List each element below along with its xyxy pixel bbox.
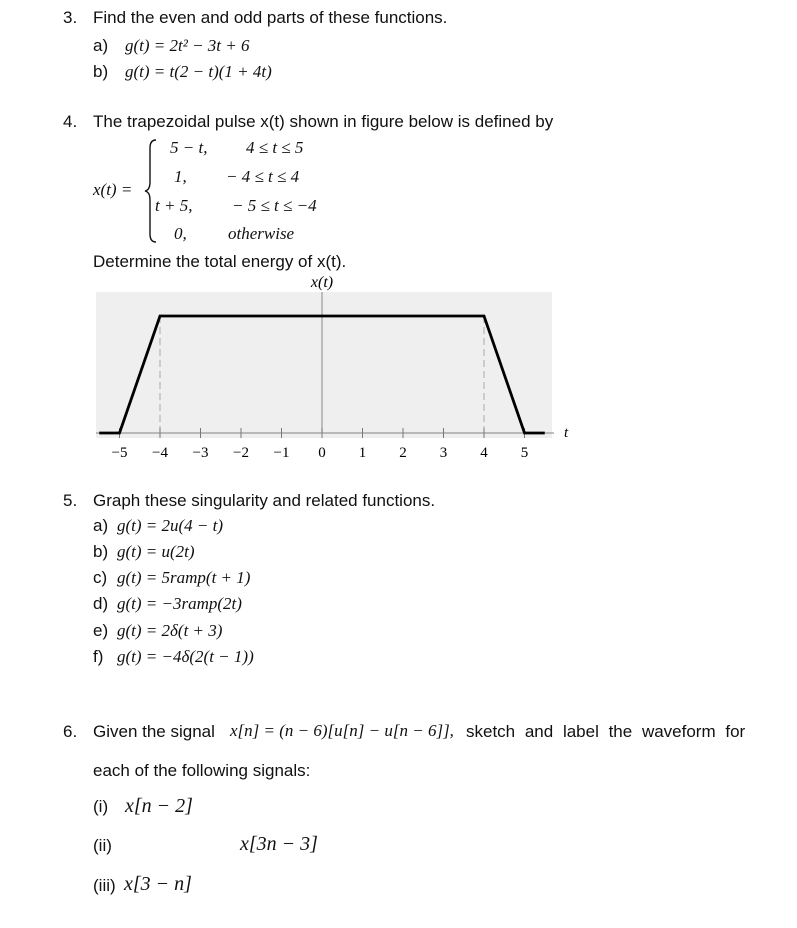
q4-case-2-expr: 1, (174, 167, 187, 186)
q4-left-brace (144, 138, 158, 244)
q5-c-expr: g(t) = 5ramp(t + 1) (117, 568, 251, 587)
x-tick-label: 4 (480, 445, 488, 461)
x-tick-label: 0 (318, 445, 326, 461)
q6-iii-expr: x[3 − n] (124, 873, 192, 895)
q5-f-label: f) (93, 647, 104, 666)
q3-a-expr: g(t) = 2t² − 3t + 6 (125, 36, 250, 55)
q5-a-expr: g(t) = 2u(4 − t) (117, 516, 224, 535)
q6-rest: sketch and label the waveform for (466, 722, 746, 741)
q6-ii-label: (ii) (93, 836, 112, 855)
q4-lhs: x(t) = (93, 180, 133, 199)
q6-signal: x[n] = (n − 6)[u[n] − u[n − 6]], (230, 721, 454, 740)
x-tick-label: −3 (192, 445, 209, 461)
q5-c-label: c) (93, 568, 108, 587)
q4-stem: The trapezoidal pulse x(t) shown in figure below is defined by (93, 112, 554, 131)
q4-case-1-cond: 4 ≤ t ≤ 5 (246, 138, 304, 157)
x-tick-label: −2 (233, 445, 249, 461)
q3-number: 3. (63, 8, 78, 27)
q5-b-expr: g(t) = u(2t) (117, 542, 195, 561)
trapezoid-chart (90, 270, 590, 470)
q5-stem: Graph these singularity and related functions. (93, 491, 436, 510)
x-tick-label: 1 (358, 445, 367, 461)
q5-b-label: b) (93, 542, 109, 561)
q3-a-label: a) (93, 36, 109, 55)
q4-case-3-expr: t + 5, (155, 196, 193, 215)
q4-case-4-expr: 0, (174, 224, 187, 243)
x-tick-labels (112, 445, 529, 461)
x-tick-label: 5 (520, 445, 529, 461)
q6-i-label: (i) (93, 797, 109, 816)
x-tick-label: −1 (273, 445, 290, 461)
q5-f-expr: g(t) = −4δ(2(t − 1)) (117, 647, 254, 666)
x-tick-label: −5 (111, 445, 128, 461)
q4-task: Determine the total energy of x(t). (93, 252, 347, 271)
q6-given: Given the signal (93, 722, 215, 741)
q6-line2: each of the following signals: (93, 761, 311, 780)
q5-d-label: d) (93, 594, 109, 613)
q5-e-expr: g(t) = 2δ(t + 3) (117, 621, 223, 640)
x-tick-label: 2 (399, 445, 407, 461)
q6-number: 6. (63, 722, 78, 741)
q3-b-expr: g(t) = t(2 − t)(1 + 4t) (125, 62, 272, 81)
q6-i-expr: x[n − 2] (125, 795, 193, 817)
q5-e-label: e) (93, 621, 109, 640)
q6-ii-expr: x[3n − 3] (240, 833, 318, 855)
q3-b-label: b) (93, 62, 109, 81)
q4-case-1-expr: 5 − t, (170, 138, 208, 157)
x-tick-label: −4 (152, 445, 168, 461)
q5-number: 5. (63, 491, 78, 510)
q3-stem: Find the even and odd parts of these functions. (93, 8, 448, 27)
x-tick-label: 3 (439, 445, 448, 461)
q4-case-2-cond: − 4 ≤ t ≤ 4 (226, 167, 300, 186)
q5-a-label: a) (93, 516, 109, 535)
q6-iii-label: (iii) (93, 876, 116, 895)
x-axis-label: t (564, 425, 569, 441)
q4-number: 4. (63, 112, 78, 131)
q5-d-expr: g(t) = −3ramp(2t) (117, 594, 242, 613)
q4-case-4-cond: otherwise (228, 224, 295, 243)
y-axis-label: x(t) (310, 274, 334, 291)
q4-case-3-cond: − 5 ≤ t ≤ −4 (232, 196, 317, 215)
